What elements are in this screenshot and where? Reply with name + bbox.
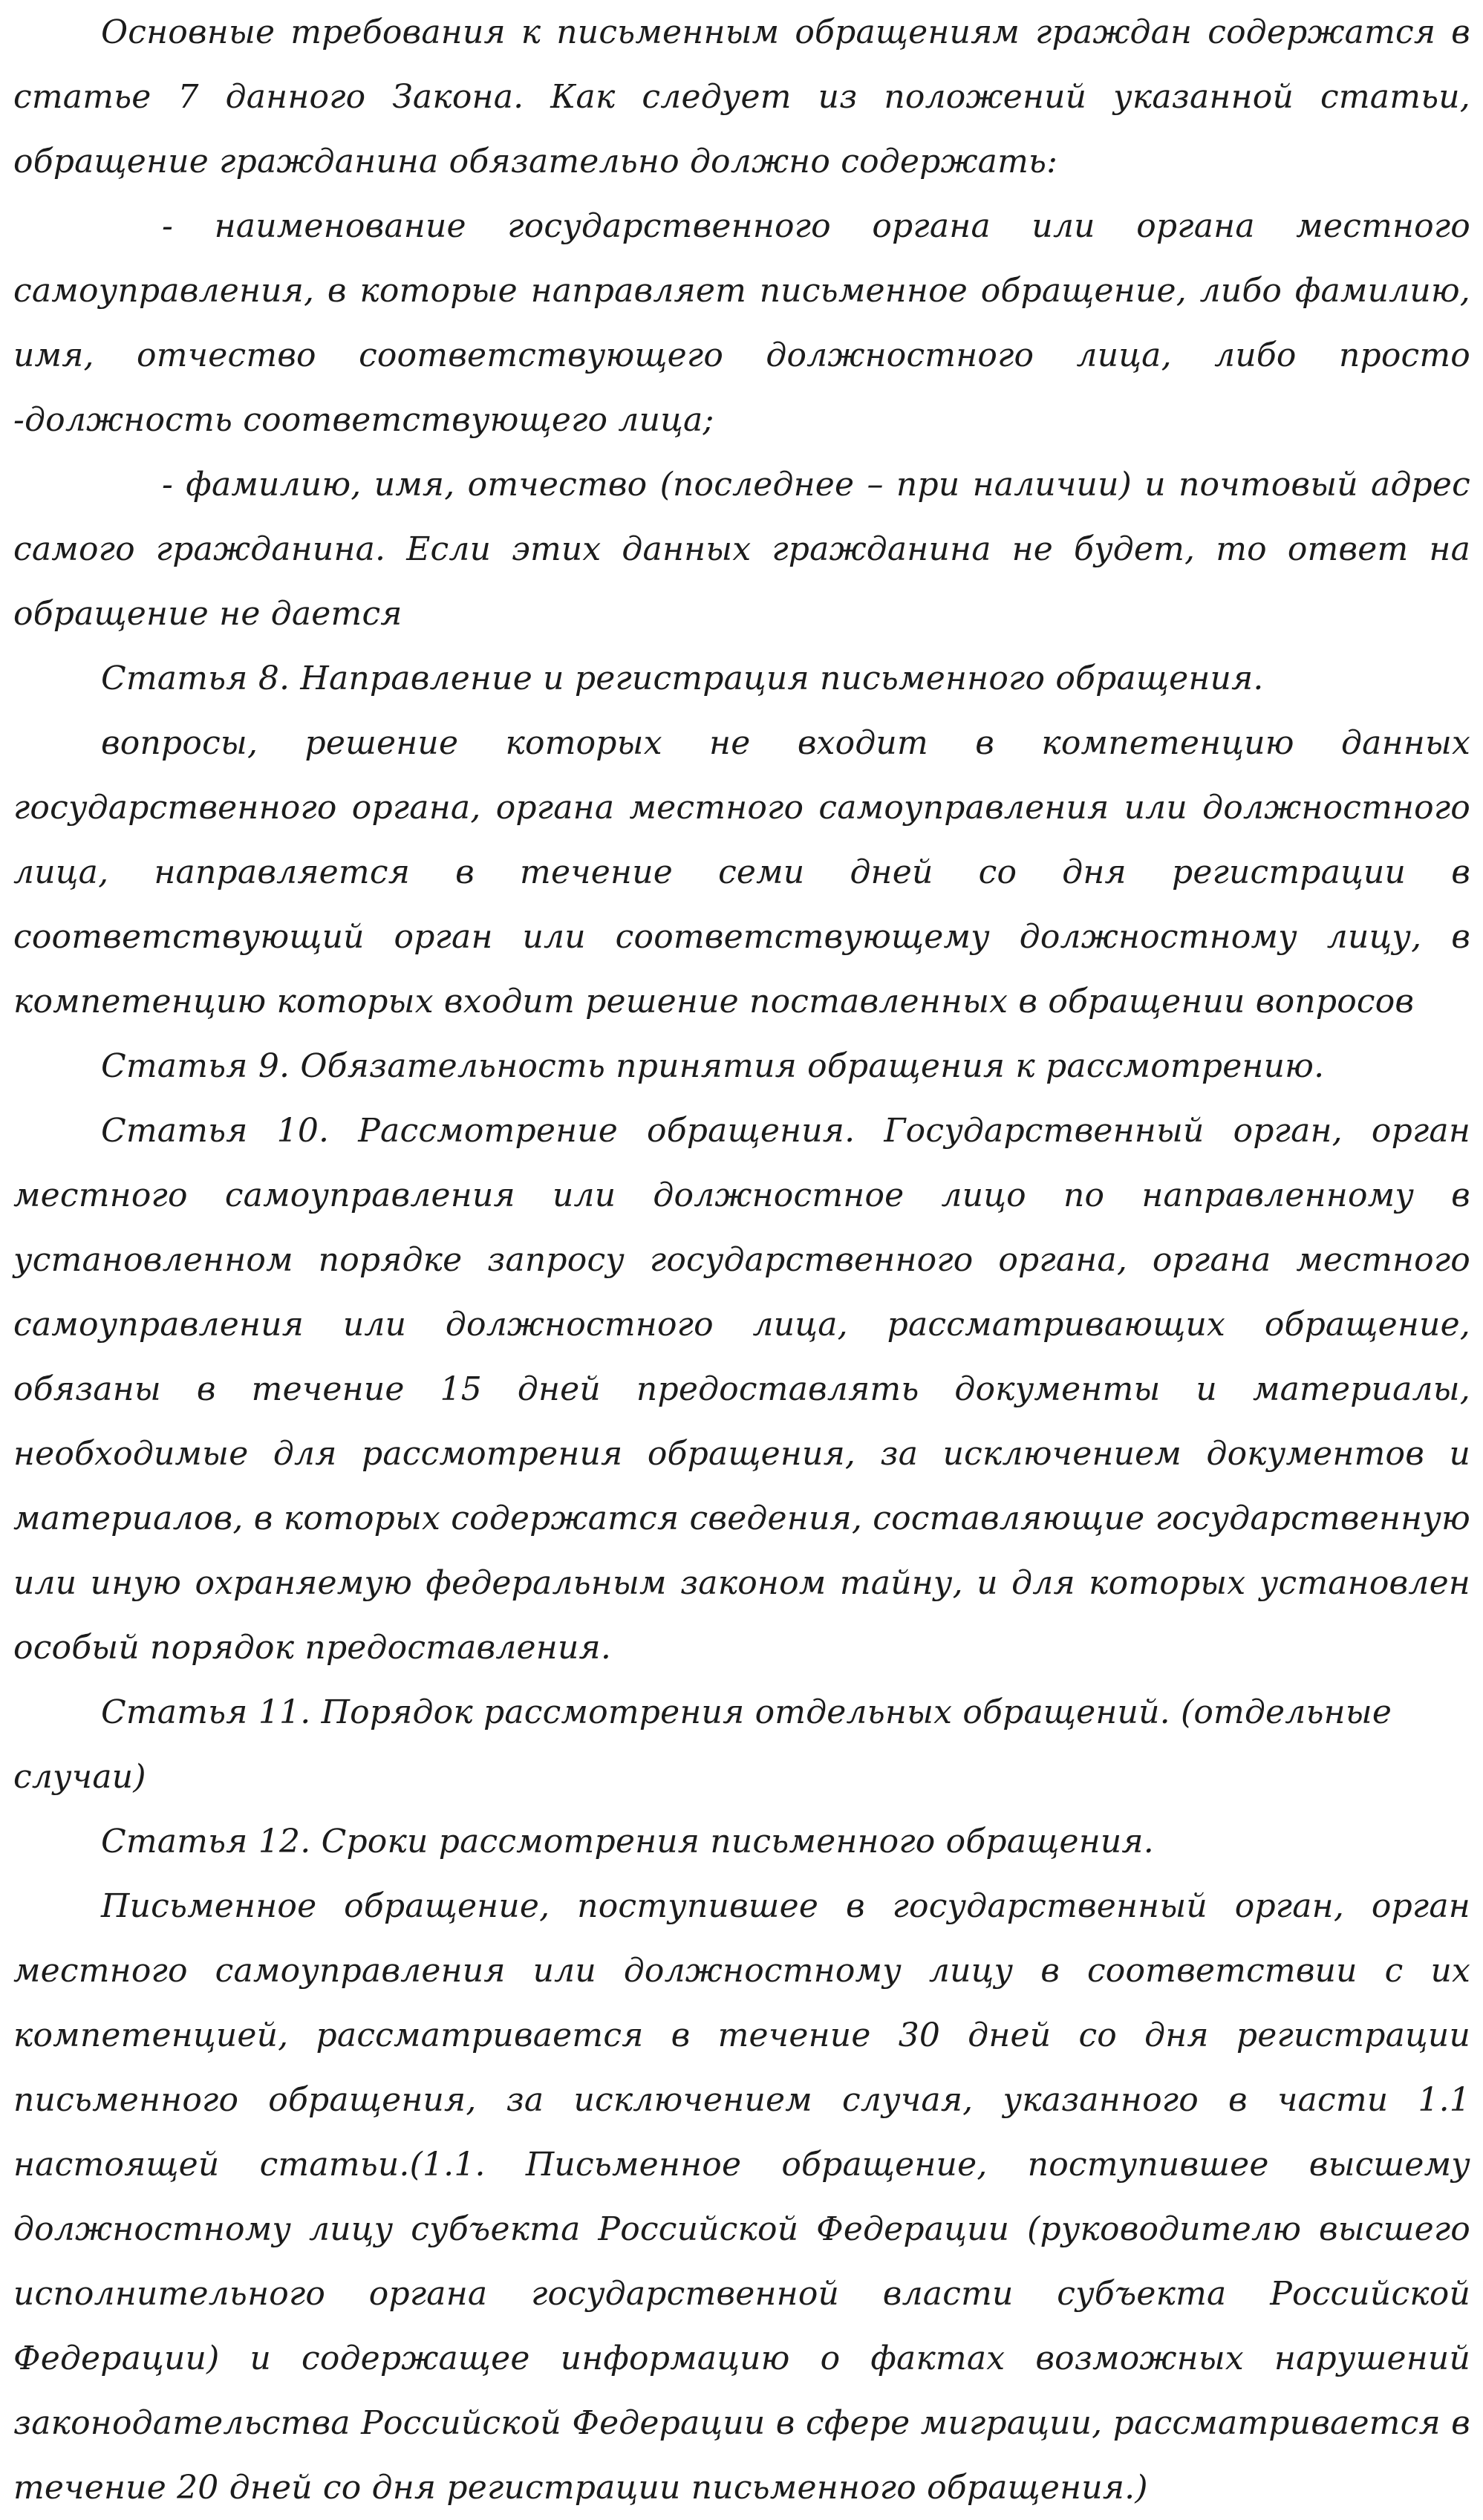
paragraph-article7-intro: Основные требования к письменным обращениям граждан содержатся в статье 7 данного Закона. Как следует из положений указанной статьи, обращение гражданина обязательно должно содержать: bbox=[13, 13, 1470, 180]
paragraph-article12-body: Письменное обращение, поступившее в государственный орган, орган местного самоуправления или должностному лицу в соответствии с их компетенцией, рассматривается в течение 30 дней со дня регистрации письменного обращения, за исключением случая, указанного в части 1.1 настоящей статьи.(1.1. Письменное обращение, поступившее высшему должностному лицу субъекта Российской Федерации (руководителю высшего исполнительного органа государственной власти субъекта Российской Федерации) и содержащее информацию о фактах возможных нарушений законодательства Российской Федерации в сфере миграции, рассматривается в течение 20 дней со дня регистрации письменного обращения.) bbox=[13, 1887, 1470, 2507]
heading-article-12: Статья 12. Сроки рассмотрения письменного обращения. bbox=[101, 1823, 1154, 1860]
paragraph-article8-body: вопросы, решение которых не входит в компетенцию данных государственного органа, органа местного самоуправления или должностного лица, направляется в течение семи дней со дня регистрации в соответствующий орган или соответствующему должностному лицу, в компетенцию которых входит решение поставленных в обращении вопросов bbox=[13, 724, 1470, 1020]
heading-article-11: Статья 11. Порядок рассмотрения отдельных обращений. (отдельные случаи) bbox=[13, 1693, 1392, 1796]
list-item-citizen-name-address: - фамилию, имя, отчество (последнее – при наличии) и почтовый адрес самого гражданина. Если этих данных гражданина не будет, то ответ на обращение не дается bbox=[13, 466, 1470, 633]
document-text bbox=[13, 0, 1470, 2520]
list-item-addressee: - наименование государственного органа или органа местного самоуправления, в которые направляет письменное обращение, либо фамилию, имя, отчество соответствующего должностного лица, либо просто -должность соответствующего лица; bbox=[13, 207, 1470, 439]
heading-article-8: Статья 8. Направление и регистрация письменного обращения. bbox=[101, 660, 1264, 697]
paragraph-article-10: Статья 10. Рассмотрение обращения. Государственный орган, орган местного самоуправления или должностное лицо по направленному в установленном порядке запросу государственного органа, органа местного самоуправления или должностного лица, рассматривающих обращение, обязаны в течение 15 дней предоставлять документы и материалы, необходимые для рассмотрения обращения, за исключением документов и материалов, в которых содержатся сведения, составляющие государственную или иную охраняемую федеральным законом тайну, и для которых установлен особый порядок предоставления. bbox=[13, 1112, 1470, 1667]
heading-article-9: Статья 9. Обязательность принятия обращения к рассмотрению. bbox=[101, 1047, 1325, 1085]
